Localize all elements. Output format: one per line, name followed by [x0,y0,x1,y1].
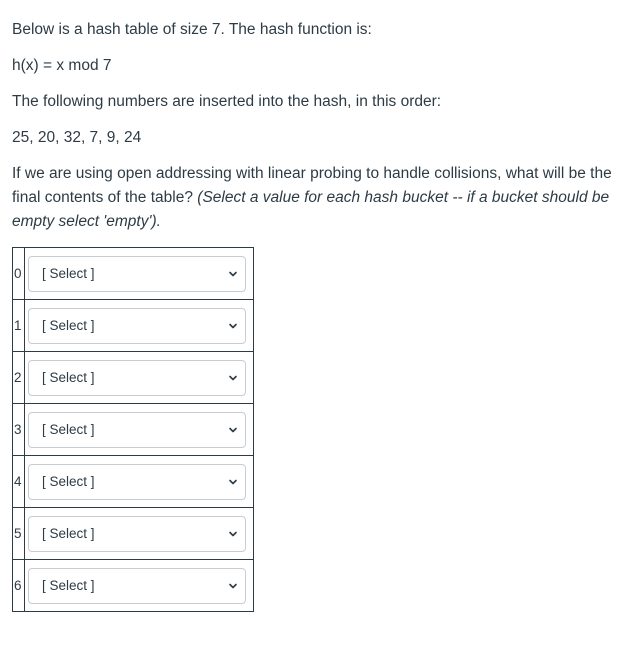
bucket-index: 3 [13,404,25,456]
question-body [12,18,632,246]
table-row [13,248,254,300]
table-row [13,456,254,508]
bucket-5-select[interactable] [28,516,246,552]
bucket-cell [25,456,254,508]
bucket-cell [25,248,254,300]
bucket-6-select[interactable] [28,568,246,604]
bucket-4-select[interactable] [28,464,246,500]
chevron-down-icon [228,425,238,435]
bucket-cell [25,300,254,352]
select-value: [ Select ] [42,369,95,385]
select-value: [ Select ] [42,525,95,541]
select-value: [ Select ] [42,317,95,333]
bucket-index: 1 [13,300,25,352]
select-value: [ Select ] [42,473,95,489]
insertion-list: 25, 20, 32, 7, 9, 24 [12,129,142,146]
table-row [13,352,254,404]
table-row [13,508,254,560]
bucket-index: 6 [13,560,25,612]
bucket-index: 5 [13,508,25,560]
bucket-cell [25,560,254,612]
question-intro: Below is a hash table of size 7. The hash function is: [12,21,372,38]
bucket-index: 4 [13,456,25,508]
bucket-2-select[interactable] [28,360,246,396]
hash-function: h(x) = x mod 7 [12,57,112,74]
prompt-text: If we are using open addressing with linear probing to handle collisions, what will be the final contents of the table? [12,165,612,206]
chevron-down-icon [228,321,238,331]
hash-table [12,247,254,612]
chevron-down-icon [228,581,238,591]
chevron-down-icon [228,529,238,539]
insertion-intro: The following numbers are inserted into the hash, in this order: [12,93,442,110]
select-value: [ Select ] [42,577,95,593]
bucket-cell [25,404,254,456]
select-value: [ Select ] [42,265,95,281]
bucket-cell [25,352,254,404]
bucket-index: 0 [13,248,25,300]
chevron-down-icon [228,373,238,383]
bucket-cell [25,508,254,560]
chevron-down-icon [228,269,238,279]
question-prompt [12,162,632,234]
bucket-0-select[interactable] [28,256,246,292]
prompt-instructions: (Select a value for each hash bucket -- if a bucket should be empty select 'empty'). [12,189,610,230]
table-row [13,300,254,352]
chevron-down-icon [228,477,238,487]
bucket-index: 2 [13,352,25,404]
bucket-3-select[interactable] [28,412,246,448]
bucket-1-select[interactable] [28,308,246,344]
table-row [13,560,254,612]
table-row [13,404,254,456]
select-value: [ Select ] [42,421,95,437]
